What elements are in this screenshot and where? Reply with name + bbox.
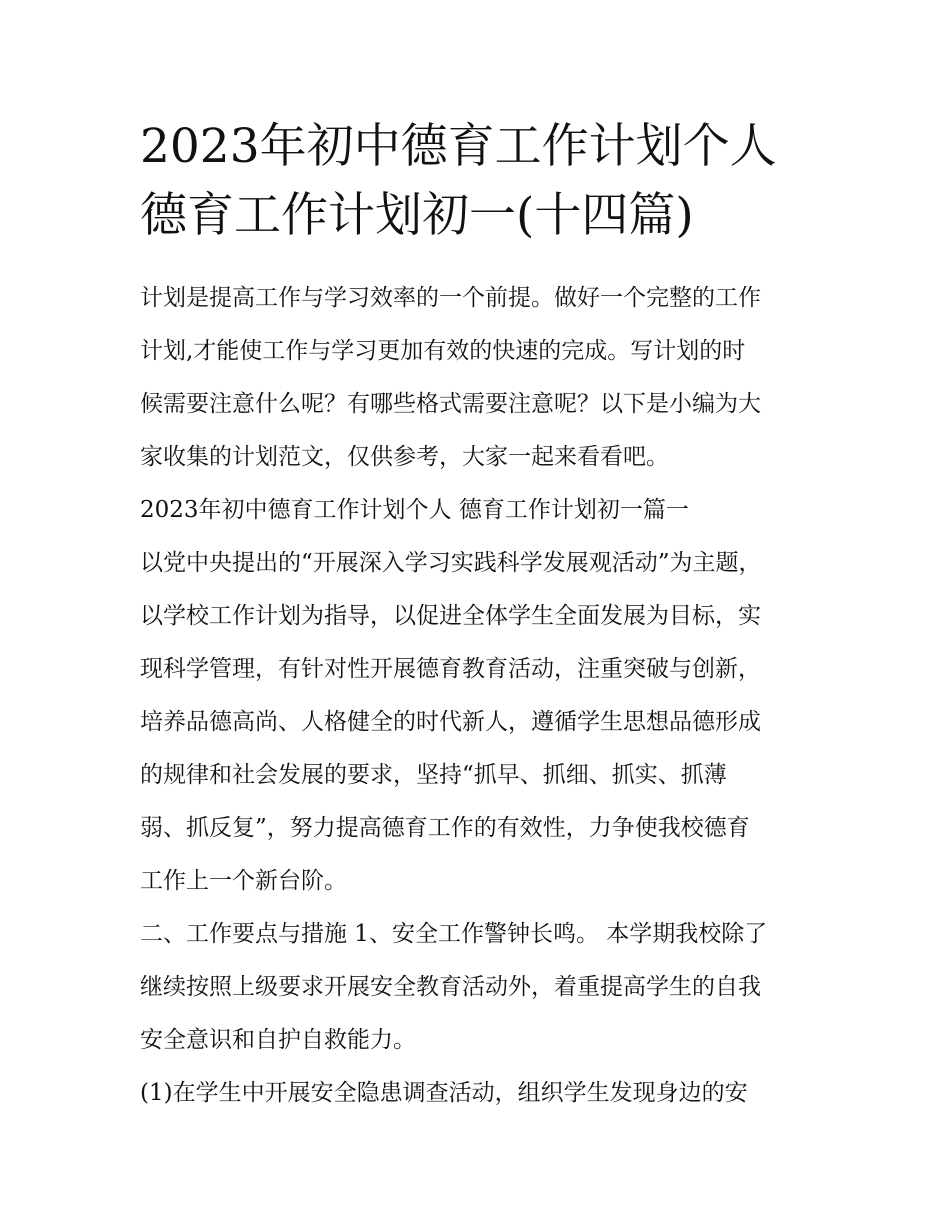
- title-line: 2023年初中德育工作计划个人: [140, 119, 777, 174]
- text-line: 弱、抓反复”，努力提高德育工作的有效性，力争使我校德育: [140, 815, 750, 841]
- text-line: (1)在学生中开展安全隐患调查活动，组织学生发现身边的安: [140, 1080, 748, 1106]
- text-line: 的规律和社会发展的要求，坚持“抓早、抓细、抓实、抓薄: [140, 762, 727, 788]
- text-line: 以学校工作计划为指导，以促进全体学生全面发展为目标，实: [140, 603, 761, 629]
- text-line: 以党中央提出的“开展深入学习实践科学发展观活动”为主题，: [140, 550, 762, 576]
- section-heading-paragraph: [140, 493, 820, 528]
- text-line: 计划,才能使工作与学习更加有效的快速的完成。写计划的时: [140, 338, 746, 364]
- paragraph-1: [140, 546, 820, 899]
- section-heading: 2023年初中德育工作计划个人 德育工作计划初一篇一: [140, 497, 689, 523]
- intro-paragraph: [140, 281, 820, 475]
- text-line: 继续按照上级要求开展安全教育活动外，着重提高学生的自我: [140, 974, 761, 1000]
- text-line: 现科学管理，有针对性开展德育教育活动，注重突破与创新，: [140, 656, 761, 682]
- text-line: 计划是提高工作与学习效率的一个前提。做好一个完整的工作: [140, 285, 761, 311]
- text-line: 培养品德高尚、人格健全的时代新人，遵循学生思想品德形成: [140, 709, 761, 735]
- paragraph-3: [140, 1076, 820, 1111]
- text-line: 家收集的计划范文，仅供参考，大家一起来看看吧。: [140, 444, 669, 470]
- document-body: [140, 281, 820, 1111]
- paragraph-2: [140, 917, 820, 1058]
- text-line: 工作上一个新台阶。: [140, 868, 347, 894]
- text-line: 安全意识和自护自救能力。: [140, 1027, 416, 1053]
- text-line: 二、工作要点与措施 1、安全工作警钟长鸣。 本学期我校除了: [140, 921, 768, 947]
- text-line: 候需要注意什么呢？有哪些格式需要注意呢？以下是小编为大: [140, 391, 761, 417]
- title-line: 德育工作计划初一(十四篇): [140, 188, 694, 243]
- document-title: [140, 112, 830, 250]
